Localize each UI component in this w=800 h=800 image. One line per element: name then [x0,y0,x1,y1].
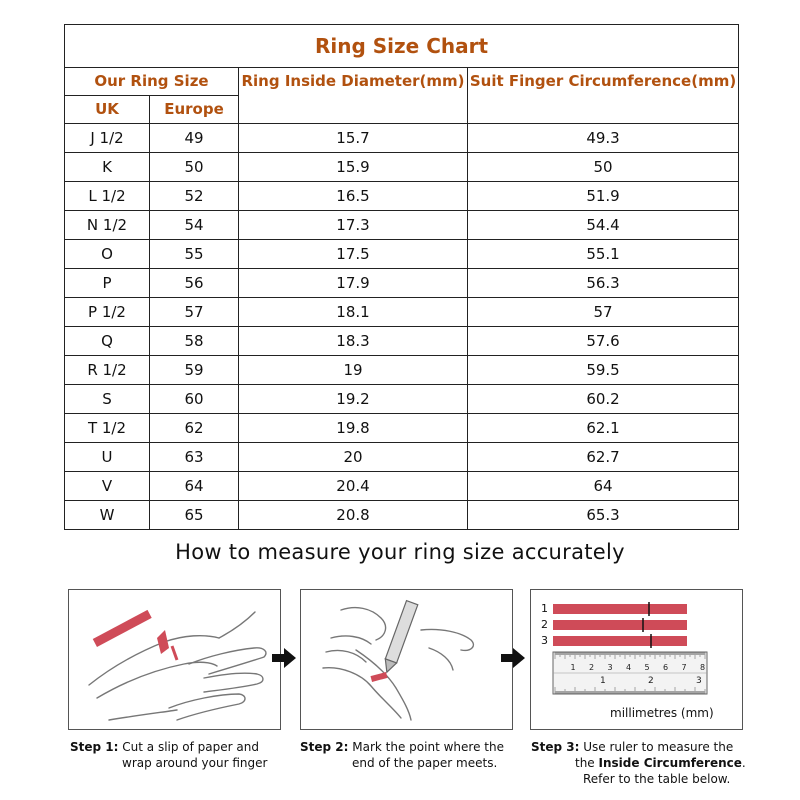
cell-circumference: 62.7 [468,443,739,472]
table-row [65,269,739,298]
step3-caption [531,739,746,787]
cell-europe: 57 [150,298,239,327]
measure-heading: How to measure your ring size accurately [175,540,625,564]
cell-europe: 49 [150,124,239,153]
cell-diameter: 19.2 [239,385,468,414]
strip-number: 1 [541,602,548,615]
ruler-number-inch: 1 [600,676,606,686]
cell-uk: W [65,501,150,530]
step3-line1: Use ruler to measure the [583,740,734,754]
step1-caption [70,739,267,771]
arrow-right-icon [272,648,296,668]
cell-uk: Q [65,327,150,356]
table-title-row [65,25,739,68]
header-inside-diameter: Ring Inside Diameter(mm) [239,68,468,124]
step1-label: Step 1: [70,740,119,754]
cell-circumference: 49.3 [468,124,739,153]
cell-diameter: 17.9 [239,269,468,298]
cell-diameter: 20.8 [239,501,468,530]
ruler-number-cm: 4 [626,663,632,672]
step1-illustration [68,589,281,730]
ruler-number-cm: 2 [589,663,595,672]
paper-strip-3 [553,636,687,646]
cell-circumference: 51.9 [468,182,739,211]
cell-uk: K [65,153,150,182]
table-row [65,211,739,240]
cell-circumference: 55.1 [468,240,739,269]
step3-line2-suffix: . [741,756,746,770]
paper-strip-1 [553,604,687,614]
table-row [65,472,739,501]
table-row [65,501,739,530]
table-title: Ring Size Chart [65,25,739,68]
cell-diameter: 20 [239,443,468,472]
cell-circumference: 62.1 [468,414,739,443]
cell-uk: L 1/2 [65,182,150,211]
cell-europe: 60 [150,385,239,414]
table-row [65,298,739,327]
step1-line2: wrap around your finger [122,756,268,770]
arrow-right-icon [501,648,525,668]
cell-diameter: 15.7 [239,124,468,153]
cell-circumference: 54.4 [468,211,739,240]
cell-circumference: 59.5 [468,356,739,385]
cell-europe: 63 [150,443,239,472]
ruler-number-inch: 2 [648,676,654,686]
cell-diameter: 15.9 [239,153,468,182]
step3-line2-prefix: the [575,756,595,770]
header-finger-circumference: Suit Finger Circumference(mm) [468,68,739,124]
cell-europe: 58 [150,327,239,356]
ruler-number-cm: 1 [570,663,576,672]
header-uk: UK [65,96,150,124]
cell-europe: 62 [150,414,239,443]
cell-uk: J 1/2 [65,124,150,153]
cell-diameter: 18.3 [239,327,468,356]
table-row [65,153,739,182]
step1-line1: Cut a slip of paper and [122,740,259,754]
ruler-number-cm: 5 [644,663,650,672]
cell-europe: 59 [150,356,239,385]
cell-uk: O [65,240,150,269]
ruler-number-inch: 3 [696,676,702,686]
cell-diameter: 17.5 [239,240,468,269]
header-europe: Europe [150,96,239,124]
cell-circumference: 57.6 [468,327,739,356]
cell-uk: S [65,385,150,414]
step3-line2-strong: Inside Circumference [598,756,742,770]
ring-size-table [64,24,739,530]
strip-number: 3 [541,634,548,647]
cell-uk: P 1/2 [65,298,150,327]
cell-circumference: 50 [468,153,739,182]
table-row [65,124,739,153]
cell-diameter: 17.3 [239,211,468,240]
cell-diameter: 18.1 [239,298,468,327]
ruler-number-cm: 8 [700,663,706,672]
cell-uk: P [65,269,150,298]
step3-line3: Refer to the table below. [583,772,731,786]
paper-strip-2 [553,620,687,630]
hand-mark-icon [301,590,511,728]
cell-circumference: 65.3 [468,501,739,530]
table-row [65,356,739,385]
cell-europe: 54 [150,211,239,240]
marked-strip [370,672,387,682]
step2-line2: end of the paper meets. [352,756,498,770]
cell-uk: R 1/2 [65,356,150,385]
ruler-number-cm: 3 [607,663,613,672]
table-row [65,414,739,443]
cell-europe: 52 [150,182,239,211]
hand-wrap-icon [69,590,279,728]
table-row [65,327,739,356]
cell-circumference: 60.2 [468,385,739,414]
step2-illustration [300,589,513,730]
cell-circumference: 57 [468,298,739,327]
cell-diameter: 20.4 [239,472,468,501]
table-row [65,240,739,269]
cell-europe: 65 [150,501,239,530]
step2-caption [300,739,504,771]
step3-label: Step 3: [531,740,580,754]
cell-diameter: 16.5 [239,182,468,211]
paper-strip [93,610,152,647]
cell-diameter: 19 [239,356,468,385]
cell-diameter: 19.8 [239,414,468,443]
cell-europe: 56 [150,269,239,298]
strip-number: 2 [541,618,548,631]
step2-label: Step 2: [300,740,349,754]
cell-europe: 64 [150,472,239,501]
cell-europe: 55 [150,240,239,269]
ruler-number-cm: 7 [681,663,687,672]
step2-line1: Mark the point where the [352,740,504,754]
cell-circumference: 56.3 [468,269,739,298]
ruler-unit-label: millimetres (mm) [610,706,714,720]
table-row [65,385,739,414]
table-row [65,182,739,211]
cell-uk: U [65,443,150,472]
cell-uk: V [65,472,150,501]
table-row [65,443,739,472]
cell-uk: T 1/2 [65,414,150,443]
header-our-ring-size: Our Ring Size [65,68,239,96]
cell-europe: 50 [150,153,239,182]
cell-circumference: 64 [468,472,739,501]
ruler-number-cm: 6 [663,663,669,672]
table-header-row [65,68,739,96]
cell-uk: N 1/2 [65,211,150,240]
